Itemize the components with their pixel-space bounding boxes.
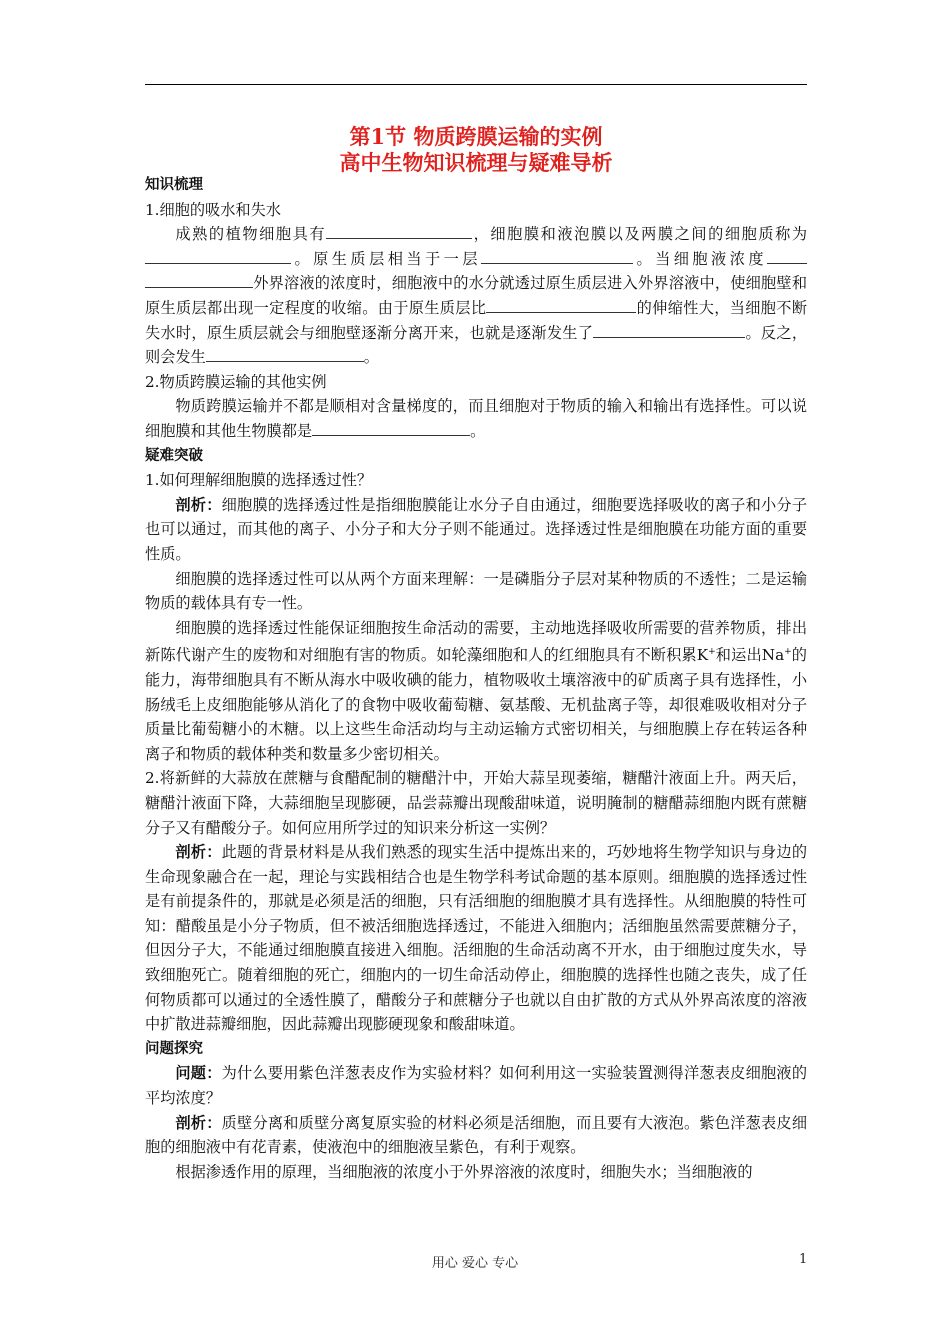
answer-2 <box>145 840 807 1037</box>
text-run: 。当细胞液浓度 <box>632 249 768 268</box>
explore-answer-2: 根据渗透作用的原理，当细胞液的浓度小于外界溶液的浓度时，细胞失水；当细胞液的 <box>175 1162 753 1181</box>
answer-1-para-2: 细胞膜的选择透过性可以从两个方面来理解：一是磷脂分子层对某种物质的不透性；二是运输物质的载体具有专一性。 <box>145 569 807 613</box>
fill-blank[interactable] <box>206 346 364 362</box>
document-body <box>145 173 807 1184</box>
text-run: 成熟的植物细胞具有 <box>175 225 327 244</box>
question-2: 2.将新鲜的大蒜放在蔗糖与食醋配制的糖醋汁中，开始大蒜呈现萎缩，糖醋汁液面上升。两天后，糖醋汁液面下降，大蒜细胞呈现膨硬，品尝蒜瓣出现酸甜味道，说明腌制的糖醋蒜细胞内既有蔗糖分子又有醋酸分子。如何应用所学过的知识来分析这一实例？ <box>145 769 807 837</box>
superscript: + <box>708 647 716 658</box>
text-run: ，细胞膜和液泡膜以及两膜之间的细胞质称为 <box>472 225 808 244</box>
text-run: 。反之，则会发生 <box>145 323 808 367</box>
explore-answer-1 <box>145 1111 807 1160</box>
text-run: 为什么要用紫色洋葱表皮作为实验材料？如何利用这一实验装置测得洋葱表皮细胞液的平均浓度？ <box>145 1064 808 1108</box>
paragraph-other <box>145 394 807 443</box>
question-label: 问题： <box>175 1064 222 1083</box>
page-title: 第1节 物质跨膜运输的实例 <box>349 124 603 149</box>
fill-blank[interactable] <box>326 223 472 239</box>
section-heading-difficult: 疑难突破 <box>145 447 203 464</box>
page-number: 1 <box>799 1252 808 1267</box>
text-run: 物质跨膜运输并不都是顺相对含量梯度的，而且细胞对于物质的输入和输出有选择性。可以说细胞膜和其他生物膜都是 <box>145 397 807 440</box>
explore-question <box>145 1061 807 1110</box>
text-run: 。 <box>363 348 379 367</box>
fill-blank[interactable] <box>593 322 689 338</box>
superscript: + <box>784 647 792 658</box>
fill-blank[interactable] <box>312 420 470 436</box>
subheading-other: 2.物质跨膜运输的其他实例 <box>145 372 327 391</box>
fill-blank[interactable] <box>486 297 636 313</box>
text-run: 的能力，海带细胞具有不断从海水中吸收碘的能力，植物吸收土壤溶液中的矿质离子具有选择性，小肠绒毛上皮细胞能够从消化了的食物中吸收葡萄糖、氨基酸、无机盐离子等，却很难吸收相对分子质量比葡萄糖小的木糖。以上这些生命活动均与主动运输方式密切相关，与细胞膜上存在转运各种离子和物质的载体种类和数量多少密切相关。 <box>145 646 807 763</box>
analysis-label: 剖析： <box>175 495 222 514</box>
fill-blank[interactable] <box>145 272 253 288</box>
fill-blank[interactable] <box>767 248 807 264</box>
section-heading-knowledge: 知识梳理 <box>145 177 203 193</box>
analysis-label: 剖析： <box>175 843 222 862</box>
answer-1-para-3 <box>145 616 807 767</box>
subheading-water: 1.细胞的吸水和失水 <box>145 200 281 219</box>
page-footer: 用心 爱心 专心 <box>431 1256 519 1271</box>
text-run: 细胞膜的选择透过性能保证细胞按生命活动的需要，主动地选择吸收所需要的营养物质，排出新陈代谢产生的废物和对细胞有害的物质。如轮藻细胞和人的红细胞具有不断积累K <box>145 618 807 665</box>
analysis-label: 剖析： <box>175 1113 222 1132</box>
page-subtitle: 高中生物知识梳理与疑难导析 <box>339 150 613 175</box>
answer-1-para-1 <box>145 493 807 567</box>
header-rule <box>145 84 807 85</box>
text-run: 的伸缩性大，当细胞不断失水时，原生质层就会与细胞壁逐渐分离开来，也就是逐渐发生了 <box>145 298 808 342</box>
question-1: 1.如何理解细胞膜的选择透过性？ <box>145 471 373 490</box>
text-run: 外界溶液的浓度时，细胞液中的水分就透过原生质层进入外界溶液中，使细胞壁和原生质层都出现一定程度的收缩。由于原生质层比 <box>145 274 807 317</box>
text-run: 细胞膜的选择透过性是指细胞膜能让水分子自由通过，细胞要选择吸收的离子和小分子也可以通过，而其他的离子、小分子和大分子则不能通过。选择透过性是细胞膜在功能方面的重要性质。 <box>145 495 808 563</box>
text-run: 和运出Na <box>715 646 785 665</box>
fill-blank[interactable] <box>145 248 291 264</box>
text-run: 。 <box>470 421 486 440</box>
paragraph-water <box>145 222 807 370</box>
text-run: 质壁分离和质壁分离复原实验的材料必须是活细胞，而且要有大液泡。紫色洋葱表皮细胞的细胞液中有花青素，使液泡中的细胞液呈紫色，有利于观察。 <box>145 1113 808 1157</box>
section-heading-explore: 问题探究 <box>145 1040 203 1057</box>
fill-blank[interactable] <box>689 322 745 338</box>
text-run: 。原生质层相当于一层 <box>291 249 481 268</box>
text-run: 此题的背景材料是从我们熟悉的现实生活中提炼出来的，巧妙地将生物学知识与身边的生命现象融合在一起，理论与实践相结合也是生物学科考试命题的基本原则。细胞膜的选择透过性是有前提条件的，那就是必须是活的细胞，只有活细胞的细胞膜才具有选择性。从细胞膜的特性可知：醋酸虽是小分子物质，但不被活细胞选择透过，不能进入细胞内；活细胞虽然需要蔗糖分子，但因分子大，不能通过细胞膜直接进入细胞。活细胞的生命活动离不开水，由于细胞过度失水，导致细胞死亡。随着细胞的死亡，细胞内的一切生命活动停止，细胞膜的选择性也随之丧失，成了任何物质都可以通过的全透性膜了，醋酸分子和蔗糖分子也就以自由扩散的方式从外界高浓度的溶液中扩散进蒜瓣细胞，因此蒜瓣出现膨硬现象和酸甜味道。 <box>145 843 808 1034</box>
fill-blank[interactable] <box>481 248 633 264</box>
